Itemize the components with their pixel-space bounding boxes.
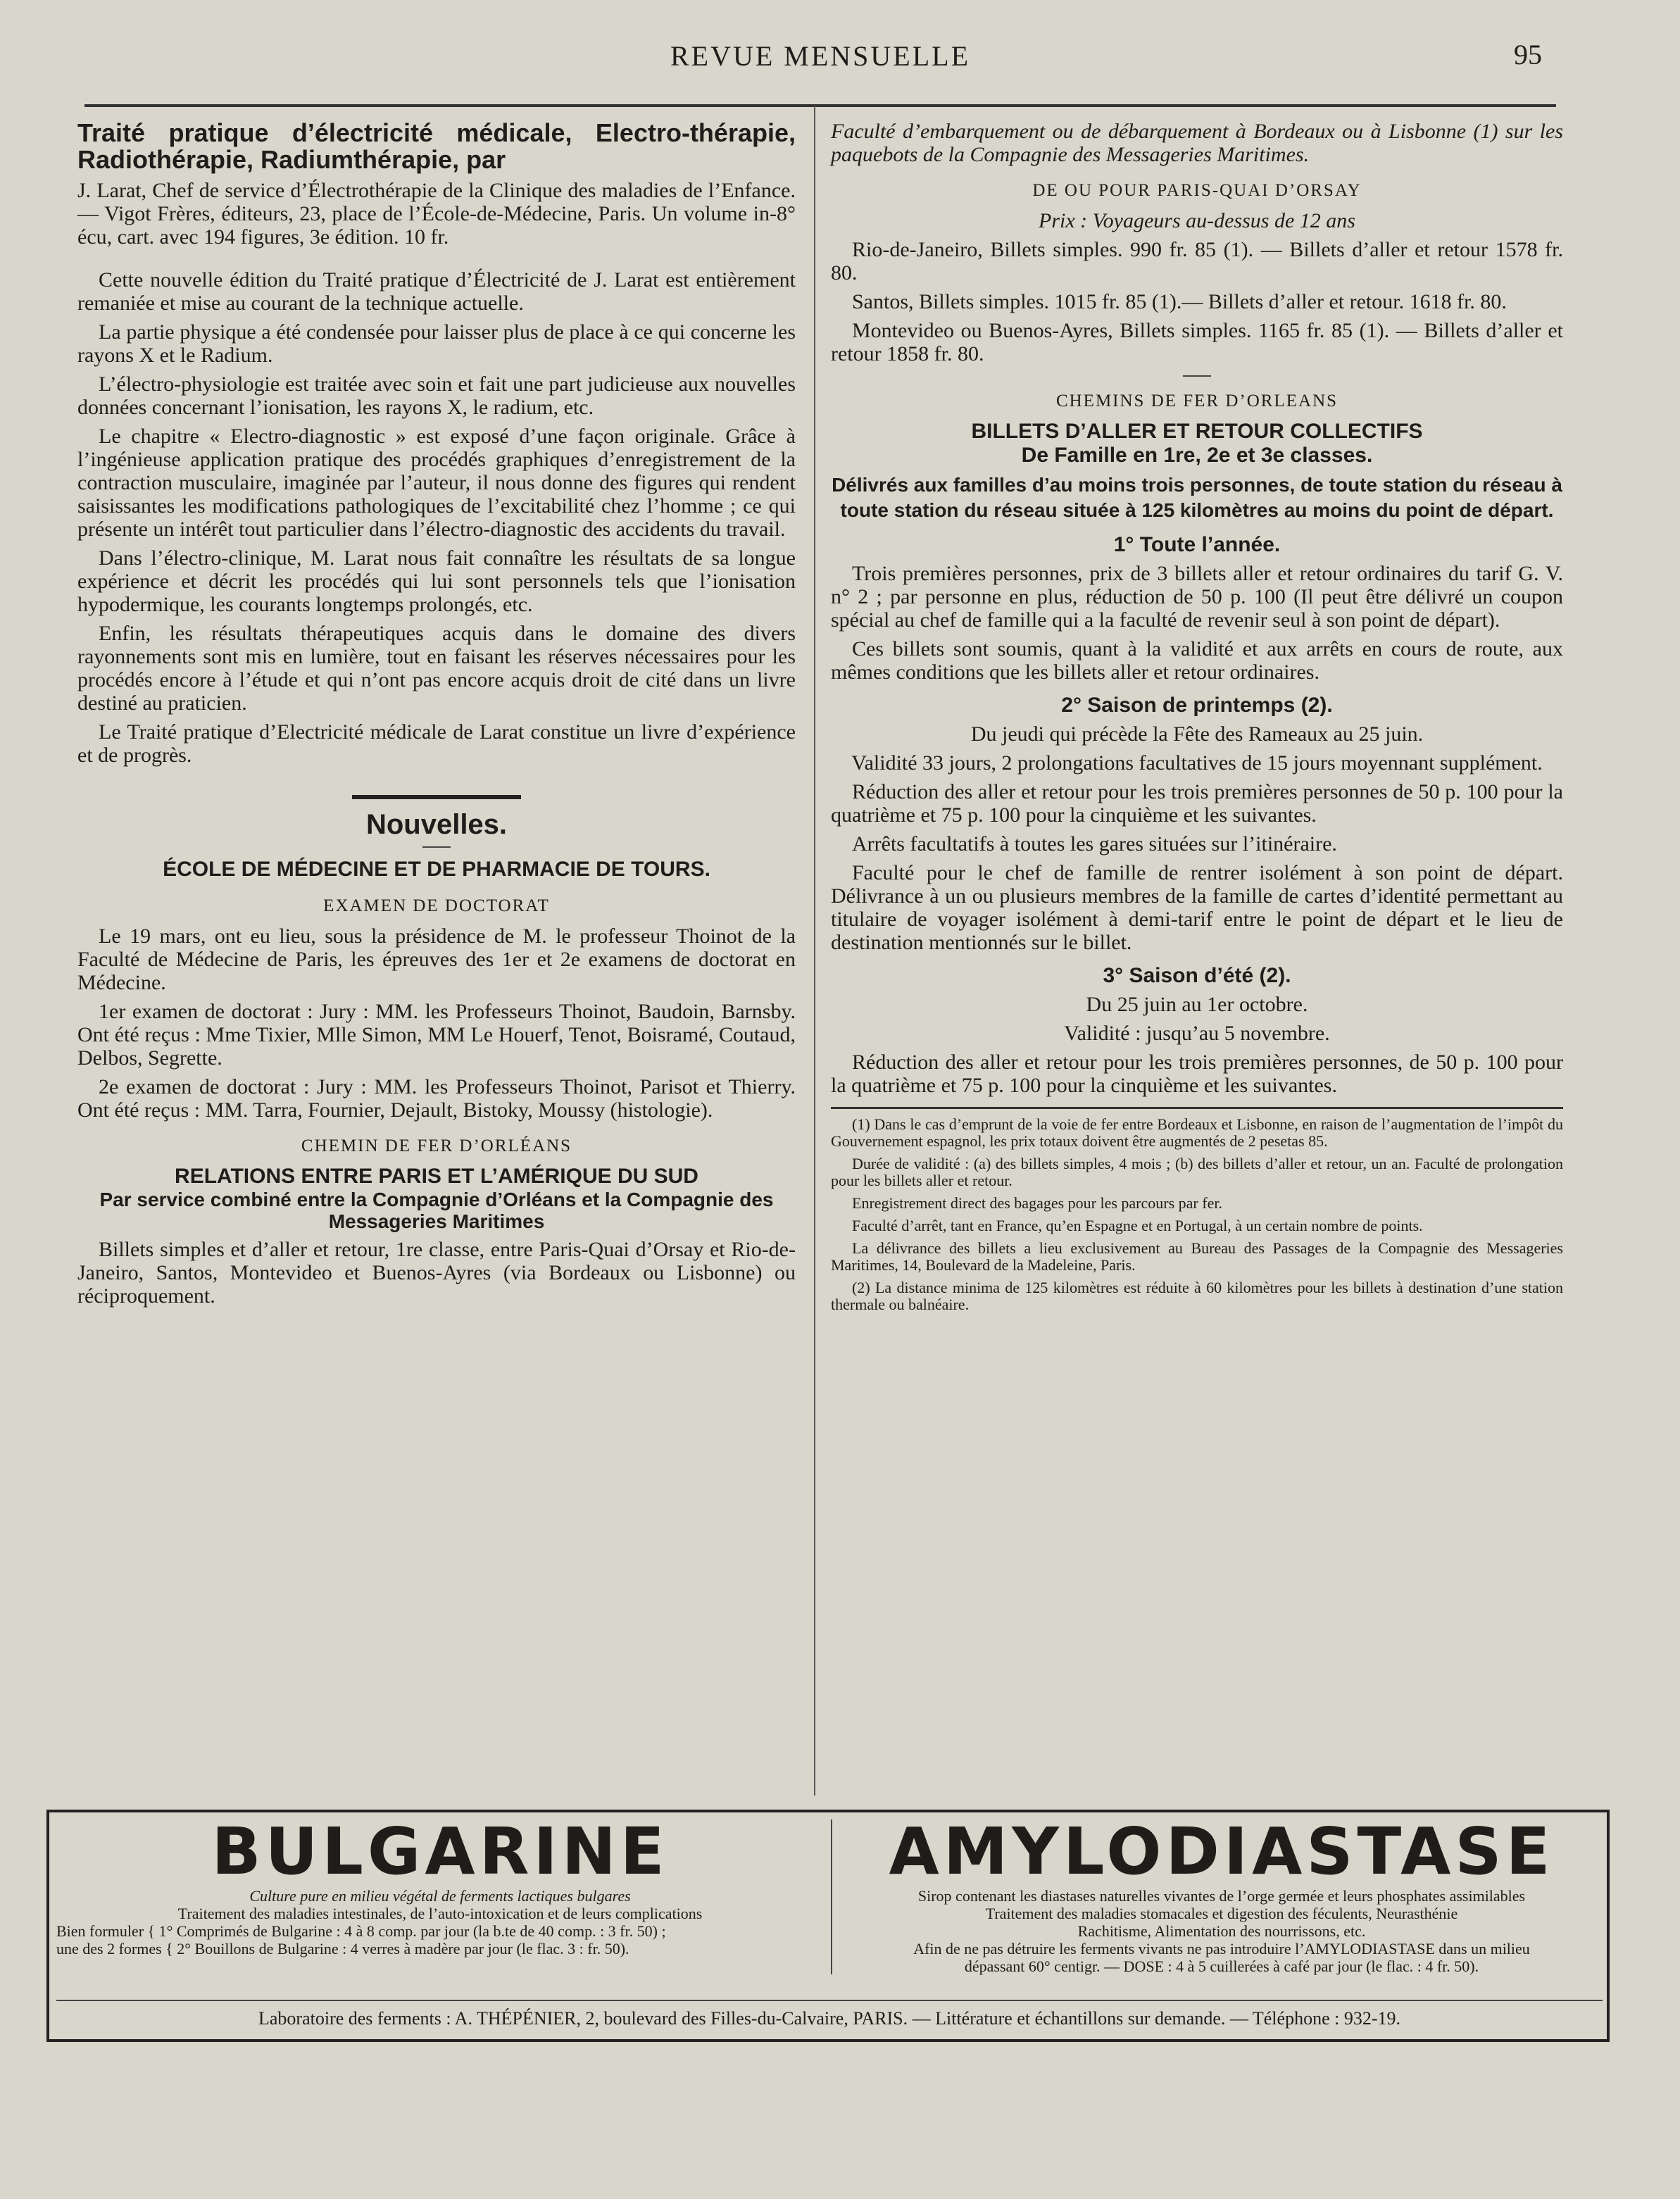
amylodiastase-line: Sirop contenant les diastases naturelles vivantes de l’orge germée et leurs phosphates assimilables bbox=[917, 1887, 1526, 1905]
footnote: Durée de validité : (a) des billets simples, 4 mois ; (b) des billets d’aller et retour, un an. Faculté de prolongation pour les billets aller et retour. bbox=[831, 1155, 1563, 1189]
bulgarine-line: Bien formuler { 1° Comprimés de Bulgarine : 4 à 8 comp. par jour (la b.te de 40 comp. : 3 fr. 50) ; bbox=[56, 1922, 666, 1940]
section-2-text: Faculté pour le chef de famille de rentrer isolément à son point de départ. Délivrance à un ou plusieurs membres de la famille de cartes d’identité permettant au titulaire de voyager isolément à demi-tarif entre le point de départ et le lieu de destination mentionnés sur le billet. bbox=[831, 861, 1563, 954]
section-2-text: Arrêts facultatifs à toutes les gares situées sur l’itinéraire. bbox=[852, 832, 1337, 856]
journal-title: REVUE MENSUELLE bbox=[670, 40, 971, 72]
school-heading: ÉCOLE DE MÉDECINE ET DE PHARMACIE DE TOURS. bbox=[163, 858, 710, 881]
exam-heading: EXAMEN DE DOCTORAT bbox=[323, 896, 550, 915]
embark-note: Faculté d’embarquement ou de débarquement à Bordeaux ou à Lisbonne (1) sur les paquebots de la Compagnie des Messageries Maritimes. bbox=[831, 120, 1563, 166]
section-2-title: 2° Saison de printemps (2). bbox=[1061, 694, 1333, 717]
section-1-title: 1° Toute l’année. bbox=[1113, 533, 1281, 556]
review-paragraph: Le chapitre « Electro-diagnostic » est exposé d’une façon originale. Grâce à l’ingénieuse application pratique des procédés graphiques d’enregistrement de la contraction musculaire, imaginée par l’auteur, il nous donne des figures qui rendent saisissantes les modifications pathologiques de l’excitabilité chez l’homme ; ce qui présente un intérêt tout particulier dans l’électro-diagnostic des accidents du travail. bbox=[77, 425, 796, 541]
footnote: La délivrance des billets a lieu exclusivement au Bureau des Passages de la Compagnie des Messageries Maritimes, 14, Boulevard de la Madeleine, Paris. bbox=[831, 1239, 1563, 1274]
footnote: (2) La distance minima de 125 kilomètres est réduite à 60 kilomètres pour les billets à destination d’une station thermale ou balnéaire. bbox=[831, 1279, 1563, 1313]
fare-line: Montevideo ou Buenos-Ayres, Billets simples. 1165 fr. 85 (1). — Billets d’aller et retour 1858 fr. 80. bbox=[831, 319, 1563, 365]
fare-line: Santos, Billets simples. 1015 fr. 85 (1).— Billets d’aller et retour. 1618 fr. 80. bbox=[852, 290, 1507, 313]
section-3-title: 3° Saison d’été (2). bbox=[1103, 964, 1291, 987]
section-2-text: Réduction des aller et retour pour les trois premières personnes de 50 p. 100 pour la quatrième et 75 p. 100 pour la cinquième et les suivantes. bbox=[831, 780, 1563, 827]
news-heading: Nouvelles. bbox=[365, 809, 508, 840]
section-rule bbox=[352, 795, 521, 799]
bulgarine-line: une des 2 formes { 2° Bouillons de Bulgarine : 4 verres à madère par jour (le flac. 3 : fr. 50). bbox=[56, 1940, 629, 1957]
column-divider bbox=[814, 106, 815, 1796]
bulgarine-tagline: Culture pure en milieu végétal de ferments lactiques bulgares bbox=[249, 1887, 631, 1905]
review-paragraph: La partie physique a été condensée pour laisser plus de place à ce qui concerne les rayons X et le Radium. bbox=[77, 320, 796, 367]
review-paragraph: Enfin, les résultats thérapeutiques acquis dans le domaine des divers rayonnements sont mis en lumière, tout en faisant les réserves nécessaires pour les procédés encore à l’étude et qui n’ont pas encore acquis droit de cité dans un livre destiné au praticien. bbox=[77, 622, 796, 715]
page-header bbox=[84, 34, 1556, 83]
section-2-dates: Du jeudi qui précède la Fête des Rameaux au 25 juin. bbox=[970, 722, 1424, 746]
laboratory-footer: Laboratoire des ferments : A. THÉPÉNIER, 2, boulevard des Filles-du-Calvaire, PARIS. — Littérature et échantillons sur demande. — Téléphone : 932-19. bbox=[56, 2000, 1603, 2029]
amylodiastase-ad bbox=[838, 1814, 1605, 1975]
footnote: Enregistrement direct des bagages pour les parcours par fer. bbox=[852, 1194, 1222, 1212]
review-paragraph: L’électro-physiologie est traitée avec soin et fait une part judicieuse aux nouvelles données concernant l’ionisation, les rayons X, le radium, etc. bbox=[77, 372, 796, 419]
section-1-text: Trois premières personnes, prix de 3 billets aller et retour ordinaires du tarif G. V. n° 2 ; par personne en plus, réduction de 50 p. 100 (Il peut être délivré un coupon spécial au chef de famille qui a la faculté de revenir seul à son point de départ). bbox=[831, 562, 1563, 632]
amylodiastase-brand: AMYLODIASTASE bbox=[889, 1814, 1555, 1889]
section-1-text: Ces billets sont soumis, quant à la validité et aux arrêts en cours de route, aux mêmes conditions que les billets aller et retour ordinaires. bbox=[831, 637, 1563, 684]
delivered-text: Délivrés aux familles d’au moins trois personnes, de toute station du réseau à toute station du réseau située à 125 kilomètres au moins du point de départ. bbox=[832, 474, 1562, 521]
book-title: Traité pratique d’électricité médicale, Electro-thérapie, Radiothérapie, Radiumthérapie, par bbox=[77, 118, 796, 174]
fare-line: Rio-de-Janeiro, Billets simples. 990 fr. 85 (1). — Billets d’aller et retour 1578 fr. 80. bbox=[831, 238, 1563, 284]
from-heading: DE OU POUR PARIS-QUAI D’ORSAY bbox=[1032, 181, 1362, 200]
bulgarine-line: Traitement des maladies intestinales, de l’auto-intoxication et de leurs complications bbox=[177, 1905, 703, 1922]
rail-text: Billets simples et d’aller et retour, 1re classe, entre Paris-Quai d’Orsay et Rio-de-Janeiro, Santos, Montevideo et Buenos-Ayres (via Bordeaux ou Lisbonne) ou réciproquement. bbox=[77, 1238, 796, 1308]
footnote-rule bbox=[831, 1107, 1563, 1109]
collective-subtitle: De Famille en 1re, 2e et 3e classes. bbox=[1021, 444, 1373, 467]
rail-subtitle: Par service combiné entre la Compagnie d’Orléans et la Compagnie des Messageries Maritimes bbox=[99, 1189, 774, 1232]
advertisement-box bbox=[46, 1810, 1610, 2042]
section-2-validity: Validité 33 jours, 2 prolongations facultatives de 15 jours moyennant supplément. bbox=[851, 751, 1543, 775]
amylodiastase-line: Afin de ne pas détruire les ferments vivants ne pas introduire l’AMYLODIASTASE dans un milieu bbox=[913, 1940, 1530, 1957]
footnote: Faculté d’arrêt, tant en France, qu’en Espagne et en Portugal, à un certain nombre de points. bbox=[852, 1217, 1423, 1234]
amylodiastase-line: dépassant 60° centigr. — DOSE : 4 à 5 cuillerées à café par jour (le flac. : 4 fr. 50). bbox=[964, 1957, 1479, 1975]
left-column bbox=[77, 120, 796, 1313]
amylodiastase-line: Traitement des maladies stomacales et digestion des féculents, Neurasthénie bbox=[985, 1905, 1458, 1922]
review-paragraph: Le Traité pratique d’Electricité médicale de Larat constitue un livre d’expérience et de progrès. bbox=[77, 720, 796, 767]
review-paragraph: Dans l’électro-clinique, M. Larat nous fait connaître les résultats de sa longue expérience et décrit les procédés qui lui sont personnels tels que l’ionisation hypodermique, les courants longtemps prolongés, etc. bbox=[77, 546, 796, 616]
page-number: 95 bbox=[1514, 39, 1542, 70]
price-note: Prix : Voyageurs au-dessus de 12 ans bbox=[1039, 209, 1355, 232]
right-column bbox=[831, 120, 1563, 1319]
short-rule bbox=[422, 846, 451, 848]
exam-paragraph: 2e examen de doctorat : Jury : MM. les Professeurs Thoinot, Parisot et Thierry. Ont été reçus : MM. Tarra, Fournier, Dejault, Bistoky, Moussy (histologie). bbox=[77, 1075, 796, 1122]
bulgarine-brand: BULGARINE bbox=[211, 1814, 669, 1889]
book-details: J. Larat, Chef de service d’Électrothérapie de la Clinique des maladies de l’Enfance. — Vigot Frères, éditeurs, 23, place de l’École-de-Médecine, Paris. Un volume in-8° écu, cart. avec 194 figures, 3e édition. 10 fr. bbox=[77, 179, 796, 249]
exam-paragraph: 1er examen de doctorat : Jury : MM. les Professeurs Thoinot, Baudoin, Barnsby. Ont été reçus : Mme Tixier, Mlle Simon, MM Le Houerf, Tenot, Boisramé, Coutaud, Delbos, Segrette. bbox=[77, 1000, 796, 1070]
section-3-text: Réduction des aller et retour pour les trois premières personnes, de 50 p. 100 pour la quatrième et 75 p. 100 pour la cinquième et les suivantes. bbox=[831, 1051, 1563, 1097]
ad-divider bbox=[831, 1819, 832, 1974]
rail-heading: CHEMIN DE FER D’ORLÉANS bbox=[301, 1136, 572, 1155]
amylodiastase-line: Rachitisme, Alimentation des nourrissons, etc. bbox=[1077, 1922, 1366, 1940]
orleans-heading: CHEMINS DE FER D’ORLEANS bbox=[1055, 391, 1339, 411]
collective-title: BILLETS D’ALLER ET RETOUR COLLECTIFS bbox=[971, 420, 1423, 443]
section-3-dates: Du 25 juin au 1er octobre. bbox=[1086, 993, 1308, 1016]
header-rule bbox=[84, 104, 1556, 107]
exam-paragraph: Le 19 mars, ont eu lieu, sous la présidence de M. le professeur Thoinot de la Faculté de Médecine de Paris, les épreuves des 1er et 2e examens de doctorat en Médecine. bbox=[77, 925, 796, 994]
footnote: (1) Dans le cas d’emprunt de la voie de fer entre Bordeaux et Lisbonne, en raison de l’augmentation de l’impôt du Gouvernement espagnol, les prix totaux doivent être augmentés de 2 pesetas 85. bbox=[831, 1115, 1563, 1150]
rail-title: RELATIONS ENTRE PARIS ET L’AMÉRIQUE DU SUD bbox=[175, 1165, 698, 1188]
short-rule bbox=[1183, 375, 1211, 377]
section-3-validity: Validité : jusqu’au 5 novembre. bbox=[1064, 1022, 1330, 1045]
bulgarine-ad bbox=[56, 1814, 824, 1957]
review-paragraph: Cette nouvelle édition du Traité pratique d’Électricité de J. Larat est entièrement remaniée et mise au courant de la technique actuelle. bbox=[77, 268, 796, 315]
